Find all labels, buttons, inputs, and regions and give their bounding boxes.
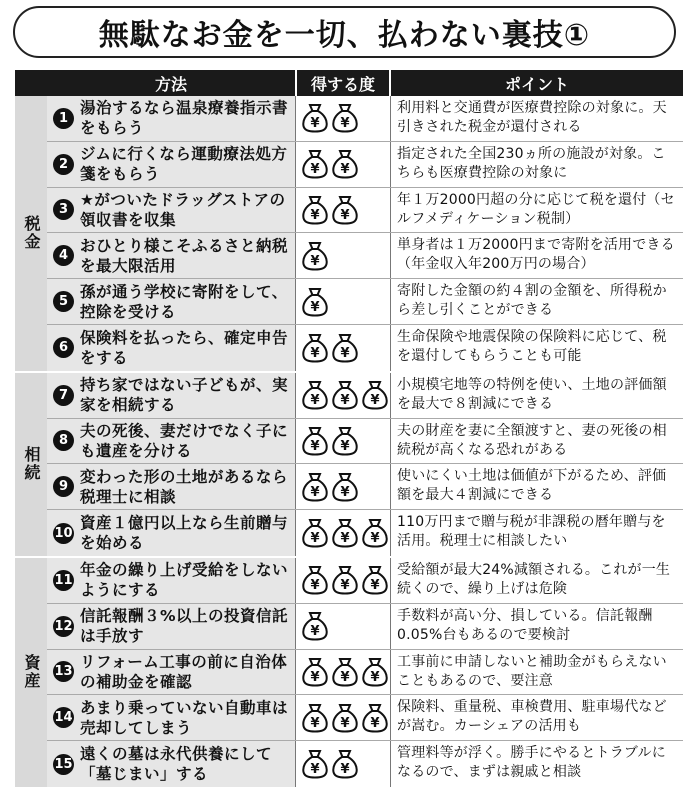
point-text: 受給額が最大24%減額される。これが一生続くので、繰り上げは危険 (391, 558, 683, 603)
method-cell (47, 558, 295, 603)
method-cell (47, 373, 295, 418)
money-bag-icon (331, 565, 359, 595)
method-text: 変わった形の土地があるなら税理士に相談 (80, 467, 288, 506)
method-text: リフォーム工事の前に自治体の補助金を確認 (80, 652, 288, 691)
row-number-badge: 4 (53, 245, 74, 266)
money-bag-icon (301, 472, 329, 502)
table-row (47, 279, 683, 325)
table-row (47, 558, 683, 604)
method-cell (47, 464, 295, 509)
table-body (15, 96, 683, 789)
table-row (47, 464, 683, 510)
method-cell (47, 233, 295, 278)
gain-rating (295, 695, 391, 740)
row-number-badge: 9 (53, 476, 74, 497)
method-cell (47, 96, 295, 141)
money-bag-icon (301, 241, 329, 271)
method-cell (47, 650, 295, 695)
money-bag-icon (301, 657, 329, 687)
money-bag-icon (331, 333, 359, 363)
point-text: 管理料等が浮く。勝手にやるとトラブルになるので、まずは親戚と相談 (391, 741, 683, 787)
point-text: 生命保険や地震保険の保険料に応じて、税を還付してもらうことも可能 (391, 325, 683, 371)
group-label: 相続 (15, 373, 47, 556)
row-number-badge: 15 (53, 754, 74, 775)
point-text: 手数料が高い分、損している。信託報酬0.05%台もあるので要検討 (391, 604, 683, 649)
method-text: 遠くの墓は永代供養にして「墓じまい」する (80, 745, 273, 784)
gain-rating (295, 279, 391, 324)
method-cell (47, 695, 295, 740)
point-text: 単身者は１万2000円まで寄附を活用できる（年金収入年200万円の場合） (391, 233, 683, 278)
table-row (47, 741, 683, 787)
method-cell (47, 188, 295, 233)
money-bag-icon (361, 565, 389, 595)
method-text: 湯治するなら温泉療養指示書をもらう (80, 99, 289, 138)
method-text: あまり乗っていない自動車は売却してしまう (80, 698, 289, 737)
money-bag-icon (301, 149, 329, 179)
row-number-badge: 6 (53, 337, 74, 358)
table-row (47, 188, 683, 234)
group-section (15, 373, 683, 558)
table-row (47, 695, 683, 741)
money-bag-icon (331, 426, 359, 456)
money-bag-icon (301, 426, 329, 456)
gain-rating (295, 741, 391, 787)
gain-rating (295, 142, 391, 187)
point-text: 小規模宅地等の特例を使い、土地の評価額を最大で８割減にできる (391, 373, 683, 418)
gain-rating (295, 188, 391, 233)
method-cell (47, 279, 295, 324)
money-bag-icon (331, 518, 359, 548)
method-text: 保険料を払ったら、確定申告をする (80, 328, 289, 367)
page-title: 無駄なお金を一切、払わない裏技① (13, 6, 676, 58)
money-bag-icon (361, 518, 389, 548)
point-text: 110万円まで贈与税が非課税の暦年贈与を活用。税理士に相談したい (391, 510, 683, 556)
table-row (47, 233, 683, 279)
method-cell (47, 510, 295, 556)
header-gain: 得する度 (295, 70, 391, 96)
row-number-badge: 10 (53, 523, 74, 544)
money-bag-icon (301, 287, 329, 317)
method-text: 資産１億円以上なら生前贈与を始める (80, 514, 289, 553)
method-text: おひとり様こそふるさと納税を最大限活用 (80, 236, 289, 275)
method-cell (47, 142, 295, 187)
money-bag-icon (331, 380, 359, 410)
table-row (47, 325, 683, 371)
row-number-badge: 13 (53, 661, 74, 682)
gain-rating (295, 325, 391, 371)
gain-rating (295, 96, 391, 141)
money-bag-icon (331, 103, 359, 133)
gain-rating (295, 373, 391, 418)
gain-rating (295, 604, 391, 649)
group-label: 資産 (15, 558, 47, 787)
gain-rating (295, 419, 391, 464)
money-bag-icon (301, 103, 329, 133)
money-bag-icon (331, 472, 359, 502)
gain-rating (295, 650, 391, 695)
method-cell (47, 604, 295, 649)
row-number-badge: 11 (53, 570, 74, 591)
method-text: 夫の死後、妻だけでなく子にも遺産を分ける (80, 421, 289, 460)
method-text: 年金の繰り上げ受給をしないようにする (80, 561, 289, 600)
table-row (47, 373, 683, 419)
row-number-badge: 8 (53, 430, 74, 451)
point-text: 使いにくい土地は価値が下がるため、評価額を最大４割減にできる (391, 464, 683, 509)
gain-rating (295, 558, 391, 603)
method-cell (47, 741, 295, 787)
point-text: 夫の財産を妻に全額渡すと、妻の死後の相続税が高くなる恐れがある (391, 419, 683, 464)
tips-table (15, 70, 683, 789)
money-bag-icon (331, 703, 359, 733)
money-bag-icon (331, 749, 359, 779)
money-bag-icon (361, 380, 389, 410)
point-text: 利用料と交通費が医療費控除の対象に。天引きされた税金が還付される (391, 96, 683, 141)
point-text: 指定された全国230ヵ所の施設が対象。こちらも医療費控除の対象に (391, 142, 683, 187)
method-text: ★がついたドラッグストアの領収書を収集 (80, 190, 286, 229)
group-section (15, 558, 683, 789)
money-bag-icon (301, 380, 329, 410)
money-bag-icon (301, 195, 329, 225)
gain-rating (295, 464, 391, 509)
money-bag-icon (301, 565, 329, 595)
row-number-badge: 3 (53, 199, 74, 220)
method-cell (47, 325, 295, 371)
point-text: 年１万2000円超の分に応じて税を還付（セルフメディケーション税制） (391, 188, 683, 233)
money-bag-icon (331, 195, 359, 225)
group-section (15, 96, 683, 373)
gain-rating (295, 233, 391, 278)
method-text: 信託報酬３%以上の投資信託は手放す (80, 607, 289, 646)
money-bag-icon (301, 611, 329, 641)
money-bag-icon (301, 518, 329, 548)
money-bag-icon (361, 657, 389, 687)
table-row (47, 142, 683, 188)
money-bag-icon (331, 657, 359, 687)
table-row (47, 510, 683, 556)
row-number-badge: 5 (53, 291, 74, 312)
table-header (15, 70, 683, 96)
row-number-badge: 1 (53, 108, 74, 129)
table-row (47, 96, 683, 142)
table-row (47, 419, 683, 465)
method-text: 孫が通う学校に寄附をして、控除を受ける (80, 282, 288, 321)
method-cell (47, 419, 295, 464)
point-text: 保険料、重量税、車検費用、駐車場代などが嵩む。カーシェアの活用も (391, 695, 683, 740)
header-method: 方法 (154, 74, 187, 94)
group-label: 税金 (15, 96, 47, 371)
row-number-badge: 7 (53, 385, 74, 406)
money-bag-icon (301, 703, 329, 733)
point-text: 工事前に申請しないと補助金がもらえないこともあるので、要注意 (391, 650, 683, 695)
method-text: ジムに行くなら運動療法処方箋をもらう (80, 145, 288, 184)
table-row (47, 604, 683, 650)
row-number-badge: 14 (53, 707, 74, 728)
money-bag-icon (361, 703, 389, 733)
money-bag-icon (331, 149, 359, 179)
header-point: ポイント (504, 74, 569, 94)
money-bag-icon (301, 333, 329, 363)
method-text: 持ち家ではない子どもが、実家を相続する (80, 376, 289, 415)
gain-rating (295, 510, 391, 556)
point-text: 寄附した金額の約４割の金額を、所得税から差し引くことができる (391, 279, 683, 324)
row-number-badge: 2 (53, 154, 74, 175)
row-number-badge: 12 (53, 616, 74, 637)
table-row (47, 650, 683, 696)
header-category (15, 70, 47, 96)
money-bag-icon (301, 749, 329, 779)
